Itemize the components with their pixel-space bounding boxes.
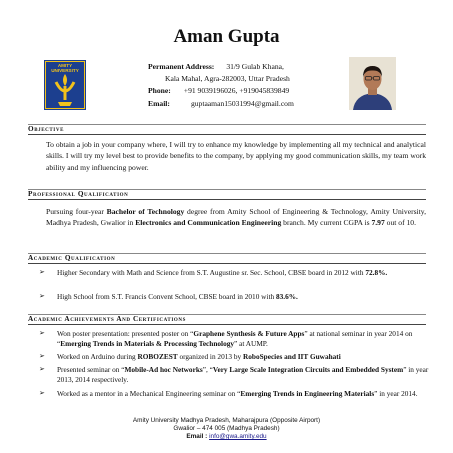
- prof-text-2: degree from Amity School of Engineering & Technology, Amity University, Madhya Pradesh, Gwalior in: [46, 207, 426, 228]
- ach-1-poster-title: Graphene Synthesis & Future Apps: [193, 329, 305, 338]
- prof-branch: Electronics and Communication Engineering: [135, 218, 282, 228]
- logo-text: AMITY UNIVERSITY: [51, 63, 79, 73]
- ach-2-text-1: Worked on Arduino during: [57, 352, 138, 361]
- ach-3-text-3: ” in year 2013, 2014 respectively.: [57, 365, 429, 384]
- ach-1-seminar-title: Emerging Trends in Materials & Processing Technology: [60, 338, 235, 348]
- ach-2-event: ROBOZEST: [137, 352, 178, 361]
- ach-4-text-2: ” in year 2014.: [374, 389, 418, 398]
- list-item: [39, 268, 429, 288]
- arrow-bullet-icon: ➢: [39, 352, 45, 360]
- objective-text: To obtain a job in your company where, I will try to enhance my knowledge by implementing all my technical and analytical skills. I will try my level best to provide benefits to the company, by applying my good communication skills, my team work ability and my influencing power.: [46, 140, 426, 172]
- section-heading-professional: Professional Qualification: [28, 189, 426, 200]
- address-line-1: [148, 62, 284, 72]
- person-portrait-icon: [349, 57, 396, 110]
- footer-email-label: Email :: [186, 433, 210, 441]
- prof-cgpa: 7.97: [371, 218, 385, 228]
- academic-item-1-score: 72.8%.: [365, 268, 388, 277]
- candidate-photo: [349, 57, 396, 110]
- email-line: [148, 99, 294, 109]
- academic-item-2-text: High School from S.T. Francis Convent School, CBSE board in 2010 with: [57, 292, 276, 301]
- arrow-bullet-icon: ➢: [39, 268, 45, 276]
- address-value-2: Kala Mahal, Agra-282003, Uttar Pradesh: [165, 74, 290, 83]
- list-item: [39, 329, 429, 349]
- list-item: [39, 352, 429, 362]
- arrow-bullet-icon: ➢: [39, 329, 45, 337]
- ach-3-text-1: Presented seminar on “: [57, 365, 125, 374]
- phone-value: +91 9039196026, +919045839849: [183, 86, 290, 95]
- footer: [0, 417, 453, 442]
- professional-text: [46, 206, 426, 229]
- arrow-bullet-icon: ➢: [39, 365, 45, 373]
- ach-2-text-2: organized in 2013 by: [177, 352, 243, 361]
- footer-email-line: [0, 433, 453, 441]
- email-label: Email:: [148, 99, 170, 108]
- amity-university-logo: [44, 60, 86, 110]
- ach-4-topic: Emerging Trends in Engineering Materials: [240, 389, 375, 398]
- ach-3-topic-1: Mobile-Ad hoc Networks: [124, 365, 203, 374]
- prof-text-4: out of 10.: [384, 218, 416, 228]
- ach-1-text-2: ” at national seminar in year 2014 on “: [57, 329, 413, 348]
- prof-text-3: branch. My current CGPA is: [281, 218, 372, 228]
- footer-email-link[interactable]: info@gwa.amity.edu: [209, 433, 267, 441]
- list-item: [39, 292, 429, 302]
- footer-line-2: Gwalior – 474 005 (Madhya Pradesh): [173, 425, 280, 433]
- section-heading-objective: Objective: [28, 124, 426, 135]
- ach-2-organizer: RoboSpecies and IIT Guwahati: [242, 352, 341, 361]
- arrow-bullet-icon: ➢: [39, 292, 45, 300]
- list-item: [39, 365, 429, 385]
- candidate-name: Aman Gupta: [173, 26, 280, 47]
- section-heading-achievements: Academic Achievements And Certifications: [28, 314, 426, 325]
- prof-degree: Bachelor of Technology: [106, 207, 185, 216]
- ach-3-text-2: ”, “: [202, 365, 213, 374]
- address-value-1: 31/9 Gulab Khana,: [226, 62, 284, 71]
- prof-text-1: Pursuing four-year: [46, 207, 107, 216]
- list-item: [39, 389, 429, 409]
- ach-1-text-3: ” at AUMP.: [234, 338, 268, 348]
- ach-3-topic-2: Very Large Scale Integration Circuits and Embedded System: [212, 365, 404, 374]
- section-heading-academic: Academic Qualification: [28, 253, 426, 264]
- phone-line: [148, 86, 289, 96]
- ach-1-text-1: Won poster presentation: presented poster on “: [57, 329, 194, 338]
- address-label: Permanent Address:: [148, 62, 215, 71]
- arrow-bullet-icon: ➢: [39, 389, 45, 397]
- phone-label: Phone:: [148, 86, 171, 95]
- ach-4-text-1: Worked as a mentor in a Mechanical Engineering seminar on “: [57, 389, 241, 398]
- academic-item-1-text: Higher Secondary with Math and Science from S.T. Augustine sr. Sec. School, CBSE board in 2012 with: [57, 268, 366, 277]
- email-value: guptaaman15031994@gmail.com: [190, 99, 294, 108]
- footer-line-1: Amity University Madhya Pradesh, Maharajpura (Opposite Airport): [132, 417, 321, 424]
- academic-item-2-score: 83.6%.: [275, 292, 298, 301]
